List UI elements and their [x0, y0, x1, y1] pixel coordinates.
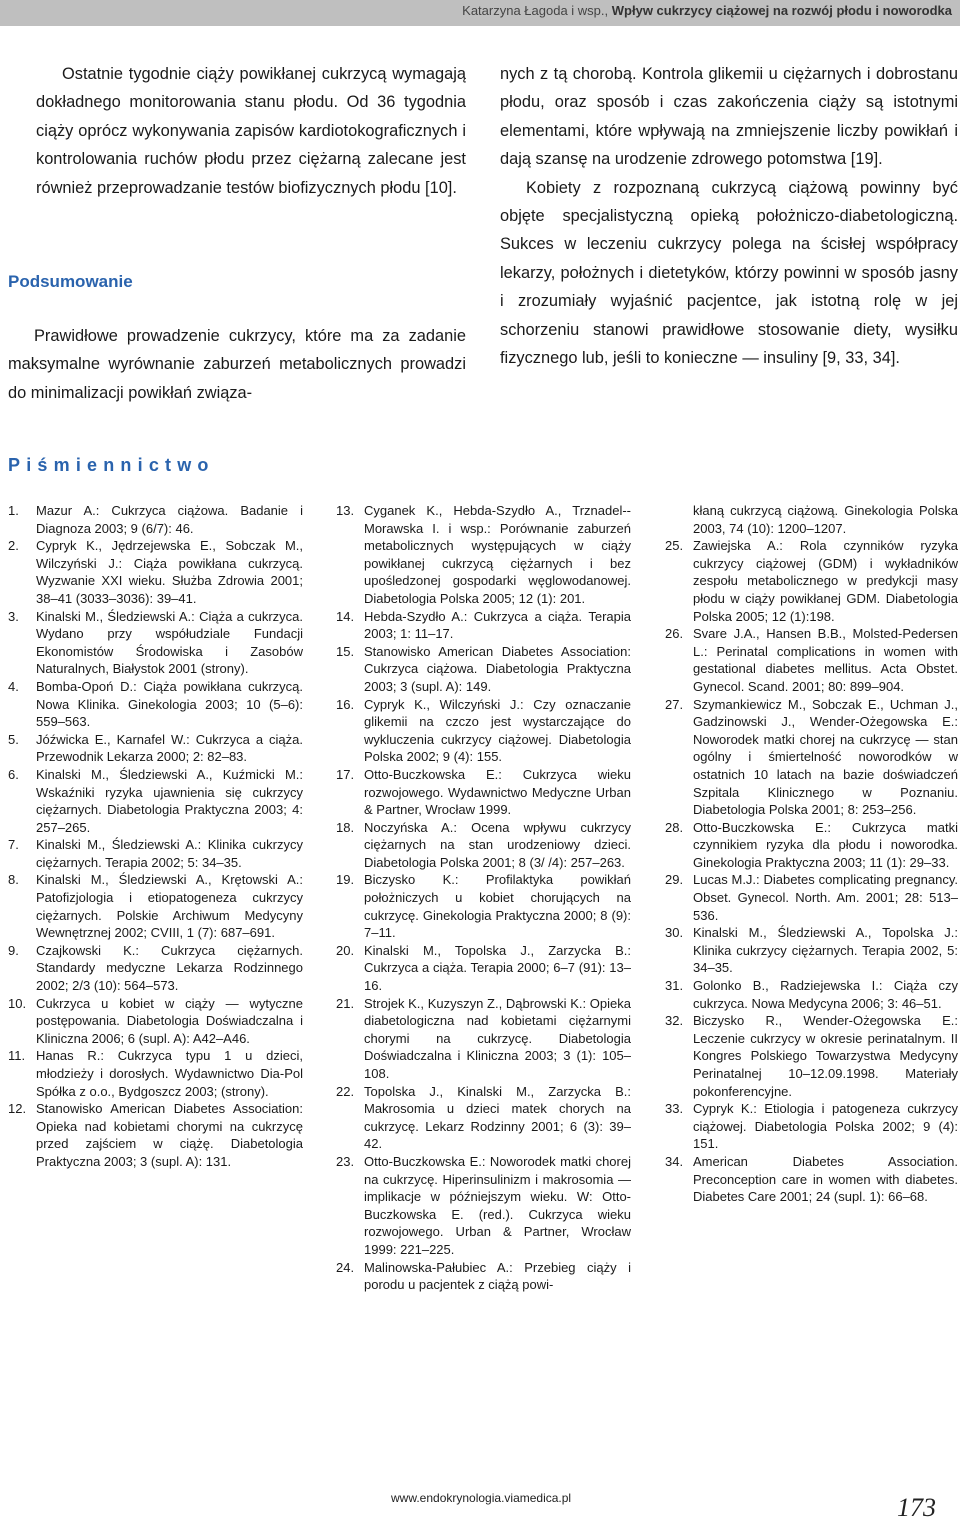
reference-item [665, 1100, 958, 1153]
reference-text: Kinalski M., Śledziewski A.: Klinika cukrzycy ciężarnych. Terapia 2002; 5: 34–35. [36, 837, 303, 870]
references-column-3 [665, 502, 958, 1206]
reference-item [665, 924, 958, 977]
running-header [462, 3, 952, 18]
reference-text: Kinalski M., Śledziewski A.: Ciąża a cukrzyca. Wydano przy współudziale Fundacji Ekonomistów Środowiska i Zasobów Naturalnych, Białystok 2001 (strony). [36, 608, 303, 677]
reference-item [8, 836, 303, 871]
reference-item [336, 608, 631, 643]
reference-number: 8. [8, 872, 19, 888]
reference-text: Hebda-Szydło A.: Cukrzyca a ciąża. Terapia 2003; 1: 11–17. [364, 608, 631, 642]
page-number: 173 [897, 1493, 936, 1522]
reference-number: 7. [8, 837, 19, 853]
bibliography-title: Piśmiennictwo [8, 455, 215, 475]
reference-number: 9. [8, 942, 19, 958]
reference-text: Kinalski M., Śledziewski A., Krętowski A.: Patofizjologia i etiopatogeneza cukrzycy ciężarnych. Polskie Archiwum Medycyny Wewnętrznej 2002; CVIII, 1 (7): 687–691. [36, 872, 303, 941]
reference-item [665, 696, 958, 819]
reference-number: 11. [8, 1048, 26, 1064]
reference-number: 30. [665, 925, 684, 941]
reference-item [336, 819, 631, 872]
reference-item [8, 995, 303, 1048]
section-title: Podsumowanie [8, 272, 133, 291]
reference-continuation [665, 502, 958, 537]
reference-item [665, 871, 958, 924]
reference-item: kłaną cukrzycą ciążową. Ginekologia Polska 2003, 74 (10): 1200–1207. [693, 503, 958, 536]
reference-number: 1. [8, 503, 19, 518]
reference-text: Strojek K., Kuzyszyn Z., Dąbrowski K.: Opieka diabetologiczna nad kobietami ciężarnymi chorymi na cukrzycę. Diabetologia Doświadczalna i Kliniczna 2003; 3 (1): 105–108. [364, 995, 631, 1081]
footer-url[interactable]: www.endokrynologia.viamedica.pl [391, 1491, 572, 1505]
reference-number: 16. [336, 696, 355, 712]
reference-number: 24. [336, 1259, 355, 1275]
reference-item [8, 608, 303, 678]
reference-text: Cypryk K., Jędrzejewska E., Sobczak M., Wilczyński J.: Ciąża powikłana cukrzycą. Wyzwanie XXI wieku. Służba Zdrowia 2001; 38–41 (3033–3036): 39–41. [36, 538, 303, 606]
reference-item [336, 995, 631, 1083]
reference-item [665, 537, 958, 625]
reference-text: Cyganek K., Hebda-Szydło A., Trznadel--Morawska I. i wsp.: Porównanie zaburzeń metabolicznych występujących w ciąży powikłanej cukrzycą ciężarnych i bez upośledzonej gospodarki węglowodanowej. Diabetologia Polska 2005; 12 (1): 201. [364, 503, 631, 606]
reference-number: 27. [665, 696, 684, 712]
running-header-bar [0, 0, 960, 26]
reference-item [8, 537, 303, 607]
reference-text: Cypryk K.: Etiologia i patogeneza cukrzycy ciążowej. Diabetologia Polska 2002; 9 (4): 151. [693, 1101, 958, 1152]
reference-item [336, 766, 631, 819]
reference-number: 28. [665, 819, 684, 835]
reference-item [665, 977, 958, 1012]
reference-text: Noczyńska A.: Ocena wpływu cukrzycy ciężarnych na stan urodzeniowy dzieci. Diabetologia Polska 2001; 8 (3/ /4): 257–263. [364, 819, 631, 870]
reference-text: Mazur A.: Cukrzyca ciążowa. Badanie i Diagnoza 2003; 9 (6/7): 46. [36, 503, 303, 536]
reference-number: 23. [336, 1153, 355, 1169]
reference-item [8, 1047, 303, 1100]
reference-text: Stanowisko American Diabetes Association: Cukrzyca ciążowa. Diabetologia Praktyczna 2003; 3 (supl. A): 149. [364, 643, 631, 694]
reference-item [8, 678, 303, 731]
reference-number: 26. [665, 626, 684, 642]
body-right [500, 60, 958, 372]
reference-item [665, 1012, 958, 1100]
reference-item [8, 502, 303, 537]
reference-text: Cukrzyca u kobiet w ciąży — wytyczne postępowania. Diabetologia Doświadczalna i Kliniczna 2006; 6 (supl. A): A42–A46. [36, 995, 303, 1046]
reference-text: American Diabetes Association. Preconception care in women with diabetes. Diabetes Care 2001; 24 (supl. 1): 66–68. [693, 1153, 958, 1205]
reference-item [336, 871, 631, 941]
reference-text: Lucas M.J.: Diabetes complicating pregnancy. Obset. Gynecol. North. Am. 2001; 28: 513–536. [693, 872, 958, 923]
reference-text: Otto-Buczkowska E.: Cukrzyca matki czynnikiem ryzyka dla płodu i noworodka. Ginekologia Praktyczna 2003; 11 (1): 29–33. [693, 819, 958, 870]
reference-number: 31. [665, 978, 684, 994]
reference-number: 2. [8, 538, 19, 554]
references-list [665, 537, 958, 1206]
reference-number: 13. [336, 503, 355, 518]
reference-number: 34. [665, 1153, 684, 1169]
reference-item [336, 696, 631, 766]
reference-number: 12. [8, 1101, 27, 1117]
reference-item [336, 502, 631, 608]
reference-item [8, 1100, 303, 1170]
body-left-top [36, 60, 466, 202]
references-column-1 [8, 502, 303, 1171]
reference-number: 6. [8, 766, 19, 782]
reference-item [336, 1259, 631, 1294]
reference-text: Szymankiewicz M., Sobczak E., Uchman J., Gadzinowski J., Wender-Ożegowska E.: Noworodek matki chorej na cukrzycę — stan ogólny i śmiertelność noworodków w ostatnich 10 latach na bazie doświadczeń Szpitala Klinicznego w Poznaniu. Diabetologia Polska 2001; 8: 253–256. [693, 696, 958, 818]
reference-text: Golonko B., Radziejewska I.: Ciąża czy cukrzyca. Nowa Medycyna 2006; 3: 46–51. [693, 978, 958, 1011]
reference-number: 25. [665, 538, 684, 554]
reference-number: 4. [8, 678, 19, 694]
reference-text: Hanas R.: Cukrzyca typu 1 u dzieci, młodzieży i dorosłych. Wydawnictwo Dia-Pol Spółka z o.o., Bydgoszcz 2003; (strony). [36, 1048, 303, 1099]
reference-item [8, 942, 303, 995]
reference-text: Otto-Buczkowska E.: Noworodek matki chorej na cukrzycę. Hiperinsulinizm i makrosomia — implikacje w późniejszym wieku. W: Otto-Buczkowska E. (red.). Cukrzyca wieku rozwojowego. Urban & Partner, Wrocław 1999: 221–225. [364, 1153, 631, 1257]
reference-item [665, 819, 958, 872]
reference-number: 32. [665, 1013, 684, 1029]
reference-text: Malinowska-Pałubiec A.: Przebieg ciąży i porodu u pacjentek z ciążą powi- [364, 1259, 631, 1293]
reference-text: Kinalski M., Śledziewski A., Kuźmicki M.: Wskaźniki ryzyka ujawnienia się cukrzycy ciężarnych. Diabetologia Praktyczna 2003; 4: 257–265. [36, 766, 303, 835]
reference-item [336, 942, 631, 995]
reference-text: Biczysko R., Wender-Ożegowska E.: Leczenie cukrzycy w okresie perinatalnym. II Kongres Polskiego Towarzystwa Medycyny Perinatalnej 10–12.09.1998. Materiały pokonferencyjne. [693, 1013, 958, 1099]
reference-number: 19. [336, 872, 355, 888]
reference-text: Stanowisko American Diabetes Association: Opieka nad kobietami chorymi na cukrzycę przed zajściem w ciążę. Diabetologia Praktyczna 2003; 3 (supl. A): 131. [36, 1101, 303, 1169]
reference-text: Biczysko K.: Profilaktyka powikłań położniczych u kobiet chorujących na cukrzycę. Ginekologia Praktyczna 2000; 8 (9): 7–11. [364, 872, 631, 941]
body-paragraph: Ostatnie tygodnie ciąży powikłanej cukrzycą wymagają dokładnego monitorowania stanu płodu. Od 36 tygodnia ciąży oprócz wykonywania zapisów kardiotokograficznych i kontrolowania ruchów płodu przez ciężarną zalecane jest również przeprowadzanie testów biofizycznych płodu [10]. [36, 65, 466, 197]
header-authors: Katarzyna Łagoda i wsp., [462, 3, 609, 18]
reference-item [8, 731, 303, 766]
reference-text: Czajkowski K.: Cukrzyca ciężarnych. Standardy medyczne Lekarza Rodzinnego 2002; 2/3 (10): 564–573. [36, 942, 303, 994]
reference-text: Zawiejska A.: Rola czynników ryzyka cukrzycy ciążowej (GDM) i wykładników zespołu metabolicznego w predykcji masy płodu w ciąży powikłanej GDM. Diabetologia Polska 2005; 12 (1):198. [693, 538, 958, 624]
reference-number: 17. [336, 766, 355, 782]
header-title: Wpływ cukrzycy ciążowej na rozwój płodu i noworodka [611, 3, 952, 18]
reference-text: Svare J.A., Hansen B.B., Molsted-Pedersen L.: Perinatal complications in women with gestational diabetes mellitus. Acta Obstet. Gynecol. Scand. 2001; 80: 899–904. [693, 626, 958, 694]
reference-number: 3. [8, 608, 19, 624]
reference-number: 20. [336, 942, 355, 958]
reference-number: 15. [336, 643, 355, 659]
body-paragraph: nych z tą chorobą. Kontrola glikemii u ciężarnych i dobrostanu płodu, oraz sposób i czas zakończenia ciąży są istotnymi elementami, które wpływają na zmniejszenie liczby powikłań i dają szansę na urodzenie zdrowego potomstwa [19]. [500, 65, 958, 169]
reference-number: 22. [336, 1083, 355, 1099]
reference-text: Jóźwicka E., Karnafel W.: Cukrzyca a ciąża. Przewodnik Lekarza 2000; 2: 82–83. [36, 731, 303, 765]
reference-item [665, 625, 958, 695]
body-left-bottom [8, 322, 466, 407]
reference-text: Cypryk K., Wilczyński J.: Czy oznaczanie glikemii na czczo jest wystarczające do wykluczenia cukrzycy ciążowej. Diabetologia Polska 2002; 9 (4): 155. [364, 696, 631, 765]
references-column-2 [336, 502, 631, 1294]
reference-text: Kinalski M., Śledziewski A., Topolska J.: Klinika cukrzycy ciężarnych. Terapia 2002, 5: 34–35. [693, 925, 958, 976]
body-paragraph: Kobiety z rozpoznaną cukrzycą ciążową powinny być objęte specjalistyczną opieką położniczo-diabetologiczną. Sukces w leczeniu cukrzycy polega na ścisłej współpracy lekarzy, położnych i dietetyków, którzy powinni w sposób jasny i zrozumiały wyjaśnić pacjentce, jak istotną rolę w jej schorzeniu stanowi prawidłowe stosowanie diety, wysiłku fizycznego lub, jeśli to konieczne — insuliny [9, 33, 34]. [500, 178, 958, 368]
reference-item [336, 643, 631, 696]
reference-number: 10. [8, 995, 27, 1011]
reference-text: Topolska J., Kinalski M., Zarzycka B.: Makrosomia u dzieci matek chorych na cukrzycę. Lekarz Rodzinny 2001; 6 (3): 39–42. [364, 1083, 631, 1152]
reference-item [665, 1153, 958, 1206]
reference-number: 18. [336, 819, 355, 835]
body-paragraph: Prawidłowe prowadzenie cukrzycy, które ma za zadanie maksymalne wyrównanie zaburzeń metabolicznych prowadzi do minimalizacji powikłań związa- [8, 327, 466, 402]
reference-item [8, 766, 303, 836]
reference-number: 5. [8, 731, 19, 747]
reference-number: 29. [665, 872, 684, 888]
reference-item [336, 1153, 631, 1259]
reference-text: Bomba-Opoń D.: Ciąża powikłana cukrzycą. Nowa Klinika. Ginekologia 2003; 10 (5–6): 559–563. [36, 678, 303, 730]
reference-item [8, 871, 303, 941]
reference-item [336, 1083, 631, 1153]
reference-text: Otto-Buczkowska E.: Cukrzyca wieku rozwojowego. Wydawnictwo Medyczne Urban & Partner, Wrocław 1999. [364, 766, 631, 818]
reference-number: 21. [336, 995, 355, 1011]
reference-number: 14. [336, 608, 355, 624]
reference-number: 33. [665, 1101, 684, 1117]
reference-text: Kinalski M., Topolska J., Zarzycka B.: Cukrzyca a ciąża. Terapia 2000; 6–7 (91): 13–16. [364, 942, 631, 994]
